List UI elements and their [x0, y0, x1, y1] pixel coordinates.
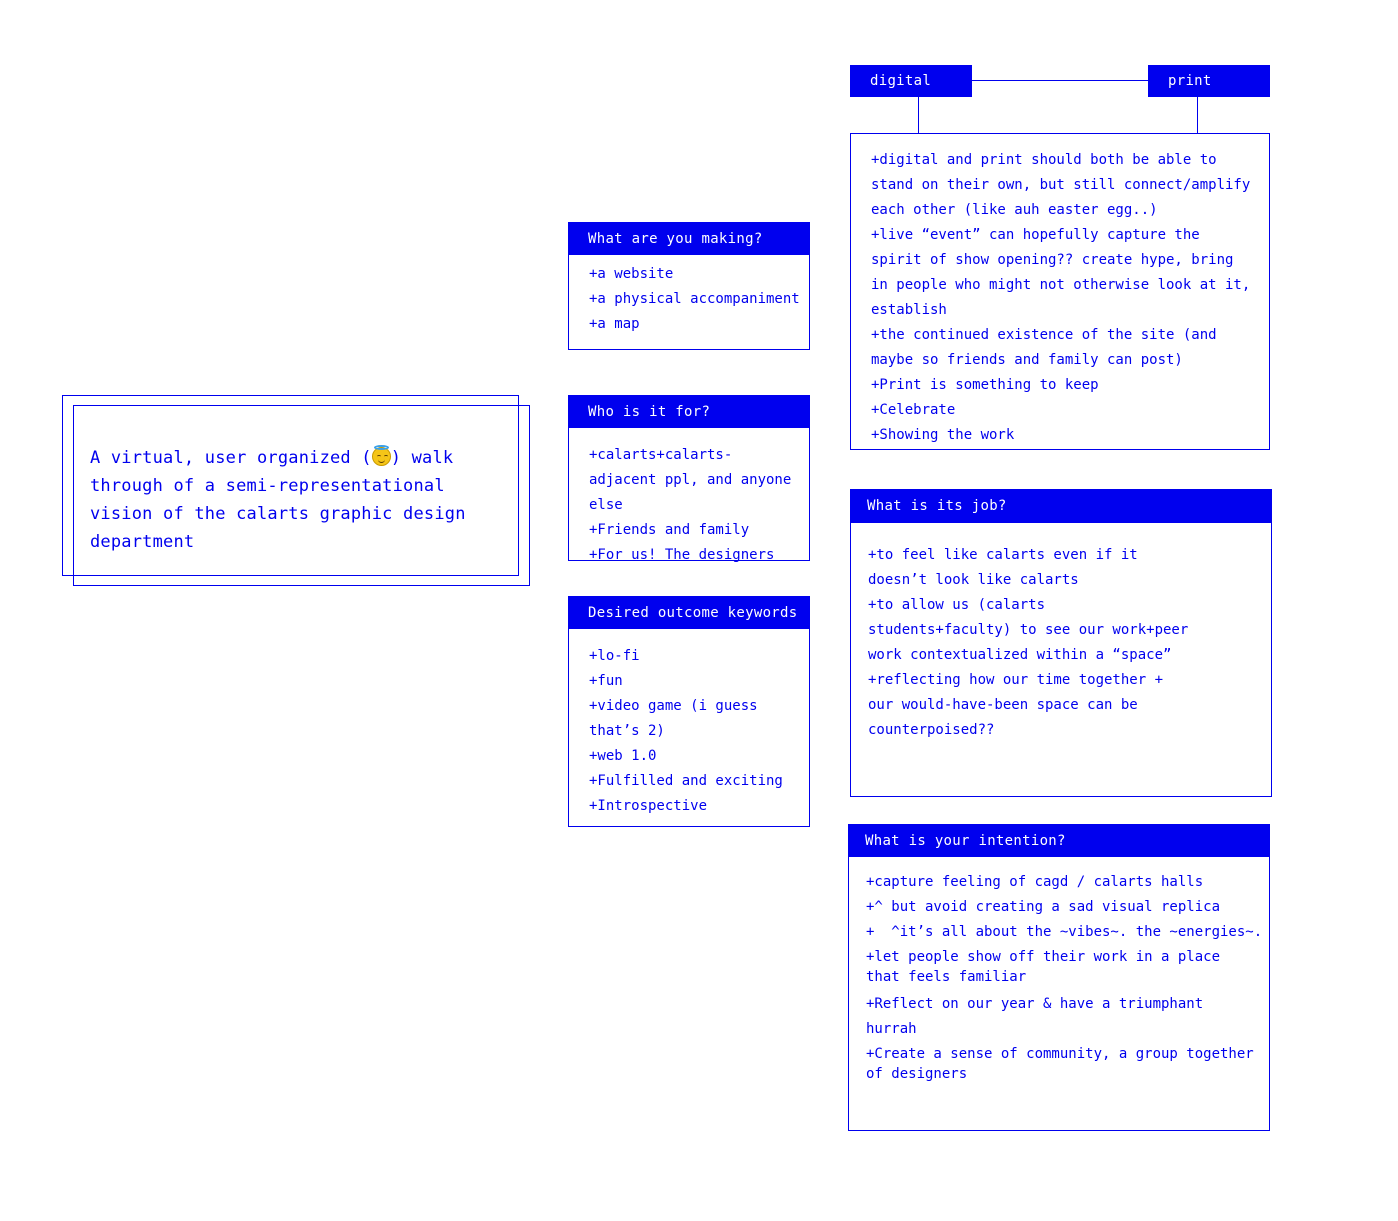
list-item: +live “event” can hopefully capture the spirit of show opening?? create hype, bring in people who might not otherwise look at it, establish: [871, 227, 1251, 318]
keywords-body: [568, 628, 810, 827]
list-item: +Fulfilled and exciting: [589, 773, 783, 789]
list-item: +Friends and family: [589, 522, 750, 538]
list-item: +reflecting how our time together + our would-have-been space can be counterpoised??: [868, 672, 1164, 738]
list-item: +Showing the work: [871, 427, 1015, 443]
list-item: +Reflect on our year & have a triumphant hurrah: [866, 996, 1204, 1037]
intro-text: A virtual, user organized ( ) walk through of a semi-representational vision of the calarts graphic design department: [90, 444, 508, 556]
digital-tag: digital: [850, 65, 972, 97]
list-item: +Create a sense of community, a group together of designers: [866, 1046, 1254, 1082]
job-title: What is its job?: [850, 489, 1272, 523]
making-title: What are you making?: [568, 222, 810, 255]
audience-body: [568, 427, 810, 561]
keywords-card: [568, 596, 810, 827]
list-item: +the continued existence of the site (and maybe so friends and family can post): [871, 327, 1217, 368]
list-item: +let people show off their work in a place that feels familiar: [866, 949, 1221, 985]
smiling-face-with-halo-icon: [372, 447, 391, 466]
list-item: +calarts+calarts-adjacent ppl, and anyone else: [589, 447, 792, 513]
job-body: [850, 522, 1272, 797]
connector-line-horizontal: [972, 80, 1148, 81]
intention-list: [866, 870, 1263, 1084]
list-item: +digital and print should both be able to stand on their own, but still connect/amplify each other (like auh easter egg..): [871, 152, 1251, 218]
audience-title: Who is it for?: [568, 395, 810, 428]
formats-card: [850, 133, 1270, 450]
job-card: [850, 489, 1272, 797]
making-body: [568, 254, 810, 350]
keywords-list: [589, 644, 799, 819]
list-item: +lo-fi: [589, 648, 640, 664]
list-item: +^ but avoid creating a sad visual replica: [866, 899, 1221, 915]
making-card: [568, 222, 810, 350]
job-list: [868, 543, 1191, 743]
list-item: +a physical accompaniment: [589, 291, 800, 307]
list-item: +capture feeling of cagd / calarts halls: [866, 874, 1204, 890]
list-item: +For us! The designers: [589, 547, 775, 563]
list-item: +Print is something to keep: [871, 377, 1099, 393]
list-item: +web 1.0: [589, 748, 657, 764]
intro-card: [62, 395, 519, 576]
list-item: +video game (i guess that’s 2): [589, 698, 758, 739]
intention-card: [848, 824, 1270, 1131]
formats-list: [871, 148, 1255, 448]
audience-card: [568, 395, 810, 561]
list-item: +a website: [589, 266, 674, 282]
audience-list: [589, 443, 799, 568]
list-item: +fun: [589, 673, 623, 689]
list-item: +Celebrate: [871, 402, 956, 418]
list-item: +a map: [589, 316, 640, 332]
connector-line-print: [1197, 97, 1198, 133]
list-item: +to feel like calarts even if it doesn’t look like calarts: [868, 547, 1138, 588]
list-item: + ^it’s all about the ~vibes~. the ~energies~.: [866, 924, 1263, 940]
list-item: +Introspective: [589, 798, 708, 814]
keywords-title: Desired outcome keywords: [568, 596, 810, 629]
making-list: [589, 262, 809, 337]
connector-line-digital: [918, 97, 919, 133]
list-item: +to allow us (calarts students+faculty) to see our work+peer work contextualized within a “space”: [868, 597, 1189, 663]
intention-title: What is your intention?: [848, 824, 1270, 857]
intention-body: [848, 856, 1270, 1131]
print-tag: print: [1148, 65, 1270, 97]
